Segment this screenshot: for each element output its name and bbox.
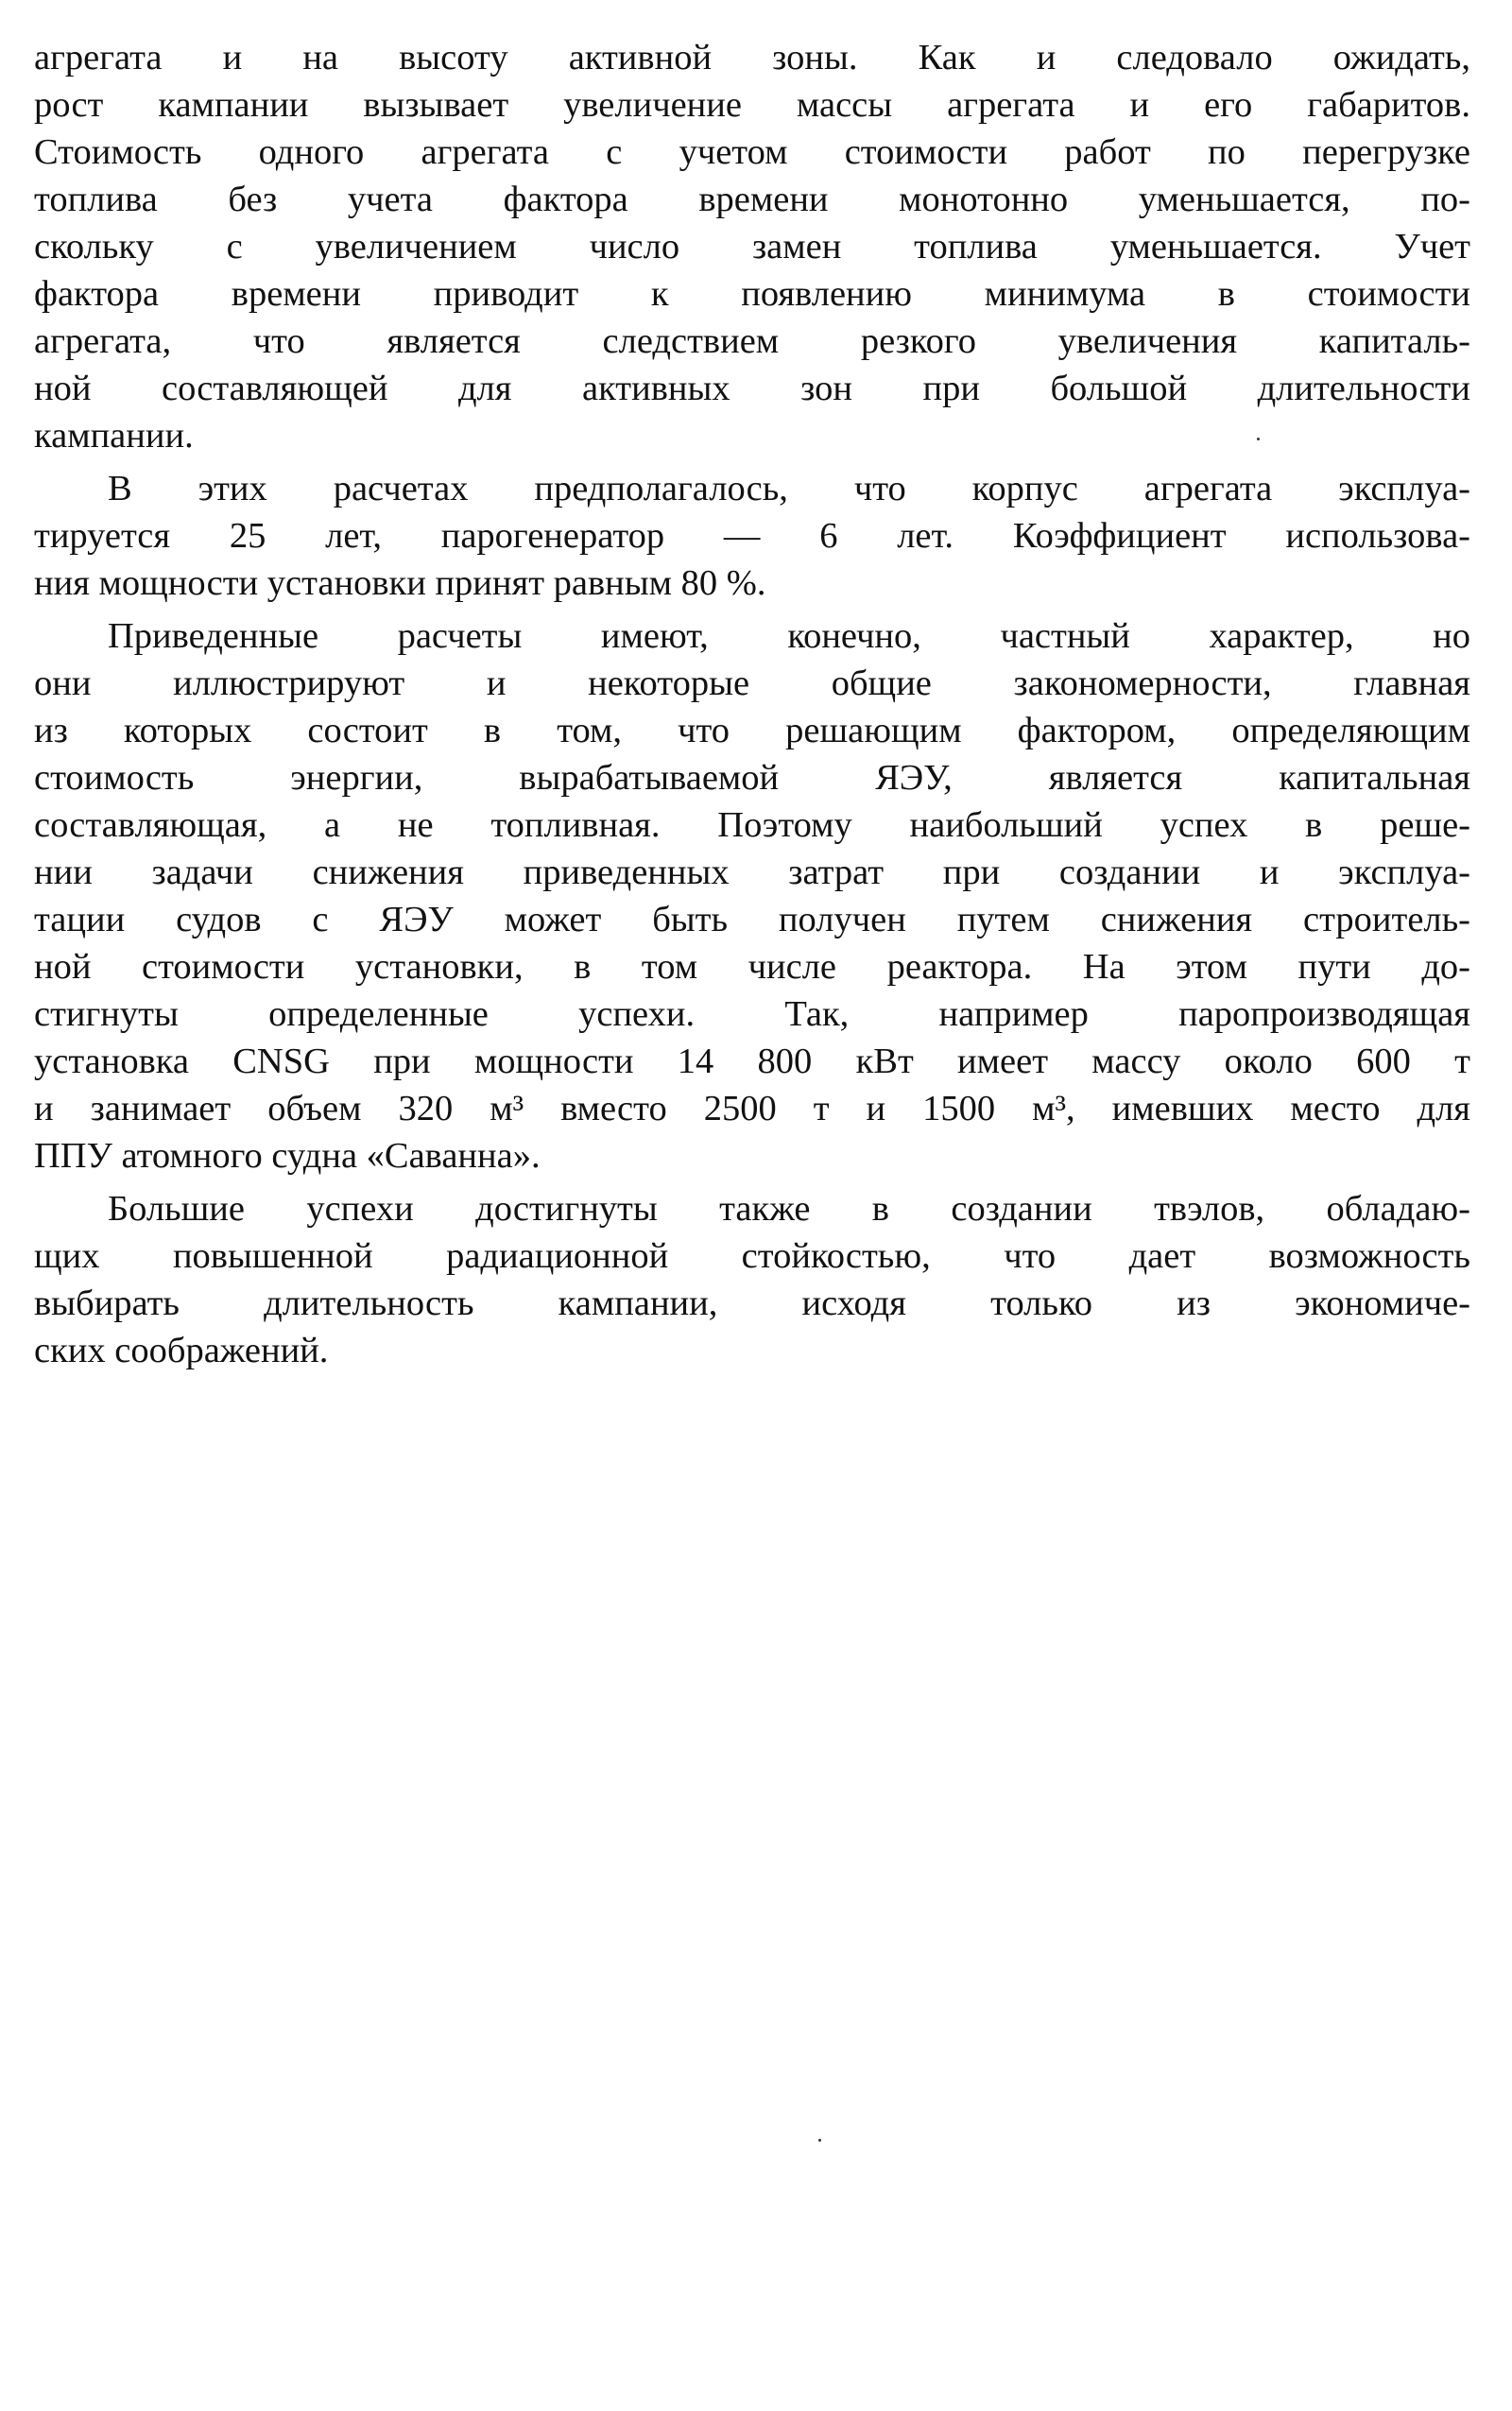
text-line: установка CNSG при мощности 14 800 кВт имеет массу около 600 т xyxy=(34,1042,1470,1081)
text-line: рост кампании вызывает увеличение массы агрегата и его габаритов. xyxy=(34,85,1470,125)
text-line: стоимость энергии, вырабатываемой ЯЭУ, является капитальная xyxy=(34,758,1470,798)
text-line: ния мощности установки принят равным 80 %. xyxy=(34,563,766,603)
document-page xyxy=(34,34,1470,1374)
scan-speck xyxy=(818,2139,821,2142)
text-line: В этих расчетах предполагалось, что корпус агрегата эксплуа- xyxy=(108,469,1470,508)
text-line: тации судов с ЯЭУ может быть получен путем снижения строитель- xyxy=(34,900,1470,939)
text-line: Большие успехи достигнуты также в создании твэлов, обладаю- xyxy=(108,1189,1470,1229)
text-line: агрегата и на высоту активной зоны. Как и следовало ожидать, xyxy=(34,38,1470,77)
text-line: тируется 25 лет, парогенератор — 6 лет. Коэффициент использова- xyxy=(34,516,1470,556)
text-line: нии задачи снижения приведенных затрат при создании и эксплуа- xyxy=(34,852,1470,892)
text-line: ских соображений. xyxy=(34,1331,329,1370)
paragraph-1 xyxy=(34,34,1470,459)
text-line: ной составляющей для активных зон при большой длительности xyxy=(34,369,1470,408)
text-line: Стоимость одного агрегата с учетом стоимости работ по перегрузке xyxy=(34,132,1470,172)
text-line: кампании. xyxy=(34,416,194,456)
text-line: составляющая, а не топливная. Поэтому наибольший успех в реше- xyxy=(34,805,1470,845)
paragraph-4 xyxy=(34,1185,1470,1374)
text-line: они иллюстрируют и некоторые общие закономерности, главная xyxy=(34,663,1470,703)
text-line: выбирать длительность кампании, исходя только из экономиче- xyxy=(34,1283,1470,1323)
text-line: агрегата, что является следствием резкого увеличения капиталь- xyxy=(34,321,1470,361)
paragraph-3 xyxy=(34,612,1470,1180)
text-line: щих повышенной радиационной стойкостью, что дает возможность xyxy=(34,1236,1470,1276)
text-line: Приведенные расчеты имеют, конечно, частный характер, но xyxy=(108,616,1470,656)
paragraph-2 xyxy=(34,465,1470,607)
text-line: из которых состоит в том, что решающим фактором, определяющим xyxy=(34,711,1470,750)
text-line: скольку с увеличением число замен топлива уменьшается. Учет xyxy=(34,227,1470,267)
text-line: ППУ атомного судна «Саванна». xyxy=(34,1136,541,1176)
text-line: и занимает объем 320 м³ вместо 2500 т и 1500 м³, имевших место для xyxy=(34,1089,1470,1128)
text-line: стигнуты определенные успехи. Так, например паропроизводящая xyxy=(34,994,1470,1034)
text-line: топлива без учета фактора времени монотонно уменьшается, по- xyxy=(34,180,1470,219)
text-line: ной стоимости установки, в том числе реактора. На этом пути до- xyxy=(34,947,1470,987)
scan-speck xyxy=(1257,438,1260,440)
text-line: фактора времени приводит к появлению минимума в стоимости xyxy=(34,274,1470,314)
